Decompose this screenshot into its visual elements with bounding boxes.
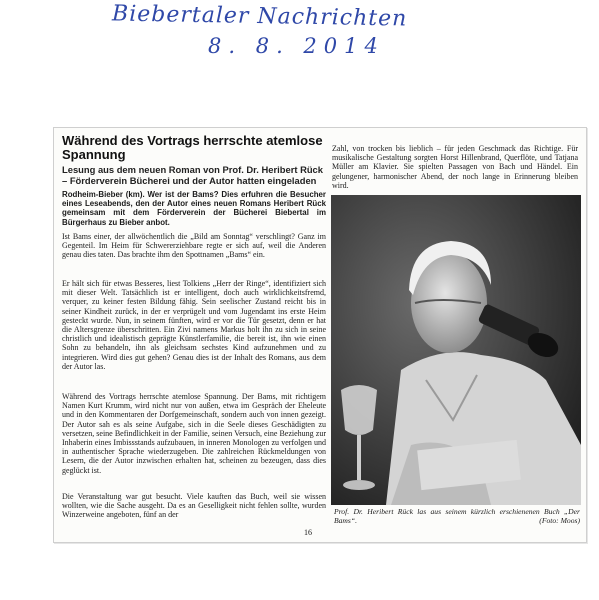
- photo-credit: (Foto: Moos): [539, 515, 580, 525]
- right-column-text: Zahl, von trocken bis lieblich – für jeden Geschmack das Richtige. Für musikalische Gestaltung sorgten Horst Hillenbrand, Querflöte, und Tatjana Müller am Klavier. Sie spielten Passagen von Bach und Händel. Ein gelungener, harmonischer Abend, der noch lange in Erinnerung bleiben wird.: [332, 144, 578, 190]
- paragraph-4: Die Veranstaltung war gut besucht. Viele kauften das Buch, weil sie wissen wollten, wie die Sache ausgeht. Da es an Geselligkeit nicht fehlen sollte, wurden Winzerweine angeboten, fünf an der: [62, 492, 326, 520]
- photo-caption: [334, 508, 580, 525]
- paragraph-3: Während des Vortrags herrschte atemlose Spannung. Der Bams, mit richtigem Namen Kurt Krumm, wird nicht nur von außen, etwa im Gespräch der Eheleute und in den Kommentaren der Dorfgemeinschaft, sondern auch von innen gezeigt. Der Autor sah es als seine Aufgabe, sich in die Seele dieses Geschädigten zu versetzen, seine Befindlichkeit in der Familie, seinen Versuch, eine Beziehung zur Inhaberin eines Imbissstands aufzubauen, in inneren Monologen zu verfolgen und in authentischer Sprache wiederzugeben. Die zahlreichen Rückmeldungen von Lesern, die der Autor inzwischen erhalten hat, scheinen zu bezeugen, dass dies geglückt ist.: [62, 392, 326, 475]
- caption-text: Prof. Dr. Heribert Rück las aus seinem kürzlich erschienenen Buch „Der Bams“.: [334, 507, 580, 525]
- handwritten-source: Biebertaler Nachrichten: [111, 1, 408, 32]
- newspaper-clipping: [53, 127, 587, 543]
- article-title: Während des Vortrags herrschte atemlose Spannung: [62, 133, 323, 162]
- article-lead: Lesung aus dem neuen Roman von Prof. Dr. Heribert Rück – Förderverein Bücherei und der Autor hatten eingeladen: [62, 164, 323, 186]
- paragraph-1: Ist Bams einer, der allwöchentlich die „Bild am Sonntag“ verschlingt? Ganz im Gegenteil. Im Heim für Schwererziehbare regte er sich auf, weil die Anderen genau dies taten. Das brachte ihm den Spottnamen „Bams“ ein.: [62, 232, 326, 260]
- page-number: 16: [304, 528, 312, 537]
- handwritten-date: 8. 8. 2014: [208, 34, 385, 58]
- paragraph-2: Er hält sich für etwas Besseres, liest Tolkiens „Herr der Ringe“, identifiziert sich mit dieser Welt. Tatsächlich ist er intelligent, doch auch wirklichkeitsfremd, verquer, zu keiner festen Bildung fähig. Sein seelischer Zustand reicht bis in seiner Kindheit zurück, in der er verprügelt und vom Jugendamt ins erste Heim gesteckt wurde. Nun, in seinem fünften, wird er vor die Tür gesetzt, denn er hat die Altersgrenze überschritten. Ein Zivi namens Markus holt ihn zu sich in seine christlich und idealistisch geprägte Künstlerfamilie, die bereit ist, ihn wie einen Sohn zu behandeln, ihn als gleichsam sechstes Kind aufzunehmen und zu integrieren. Wird dies gut gehen? Genau dies ist der Inhalt des Romans, aus dem der Autor las.: [62, 279, 326, 371]
- author-photo: [331, 195, 581, 505]
- article-intro: Rodheim-Bieber (km). Wer ist der Bams? Dies erfuhren die Besucher eines Leseabends, den der Autor eines neuen Romans Heribert Rück gemeinsam mit dem Förderverein der Bücherei Biebertal im Bürgerhaus zu Bieber anbot.: [62, 190, 326, 227]
